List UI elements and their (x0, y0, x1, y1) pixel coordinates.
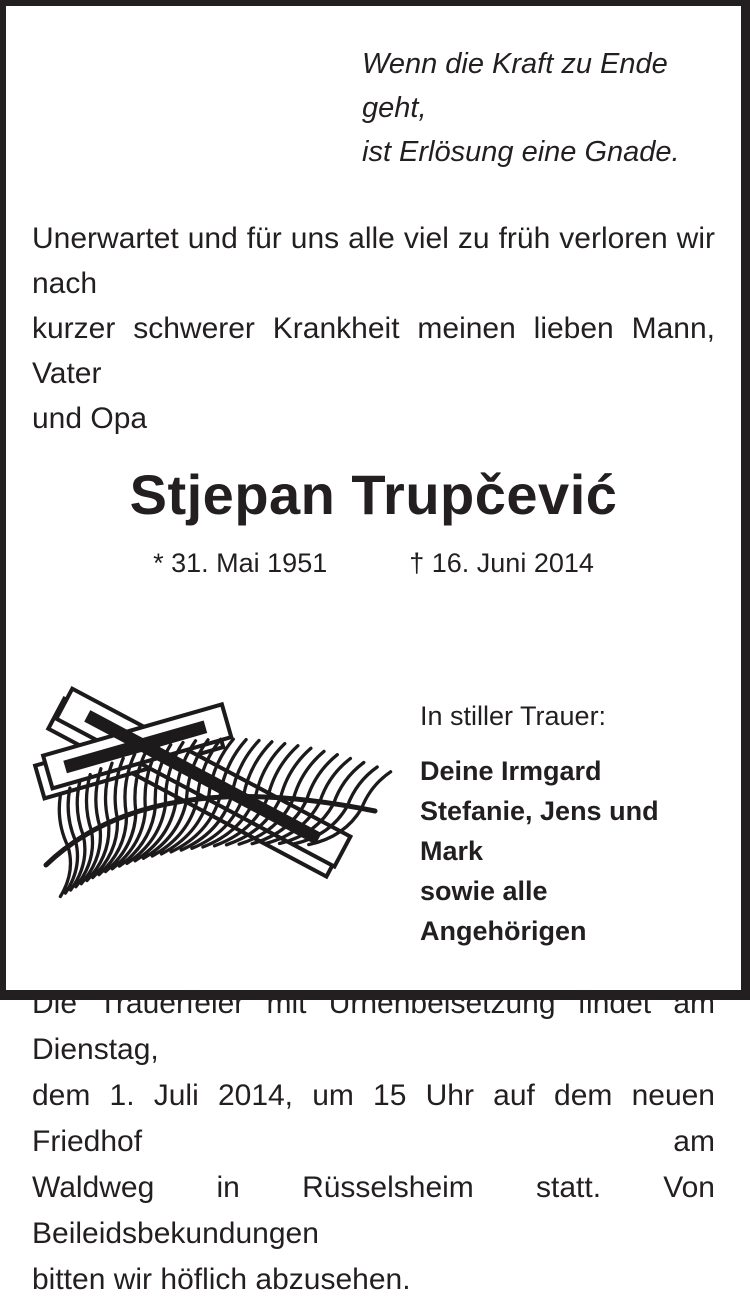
closing-line: dem 1. Juli 2014, um 15 Uhr auf dem neuen Friedhof am (32, 1079, 715, 1158)
death-date: † 16. Juni 2014 (409, 548, 594, 578)
closing-line: bitten wir höflich abzusehen. (32, 1263, 411, 1296)
closing-paragraph (32, 981, 715, 1303)
mourning-label: In stiller Trauer: (420, 701, 607, 731)
memorial-row (32, 679, 715, 951)
mourner-line: sowie alle Angehörigen (420, 876, 587, 946)
mourner-line: Stefanie, Jens und Mark (420, 796, 659, 866)
intro-line: Unerwartet und für uns alle viel zu früh verloren wir nach (32, 222, 715, 300)
memorial-quote (362, 42, 715, 174)
mourners-block (420, 679, 715, 951)
cross-and-palm-graphic (30, 679, 400, 894)
birth-date: * 31. Mai 1951 (153, 548, 328, 578)
intro-line: und Opa (32, 402, 148, 435)
life-dates (32, 547, 715, 579)
quote-line: ist Erlösung eine Gnade. (362, 136, 680, 168)
closing-line: Die Trauerfeier mit Urnenbeisetzung findet am Dienstag, (32, 987, 715, 1066)
quote-line: Wenn die Kraft zu Ende geht, (362, 48, 668, 124)
intro-paragraph (32, 216, 715, 441)
mourner-names (420, 751, 715, 951)
deceased-name: Stjepan Trupčević (129, 463, 618, 526)
intro-line: kurzer schwerer Krankheit meinen lieben Mann, Vater (32, 312, 715, 390)
mourner-line: Deine Irmgard (420, 756, 602, 786)
closing-line: Waldweg in Rüsselsheim statt. Von Beileidsbekundungen (32, 1171, 715, 1250)
